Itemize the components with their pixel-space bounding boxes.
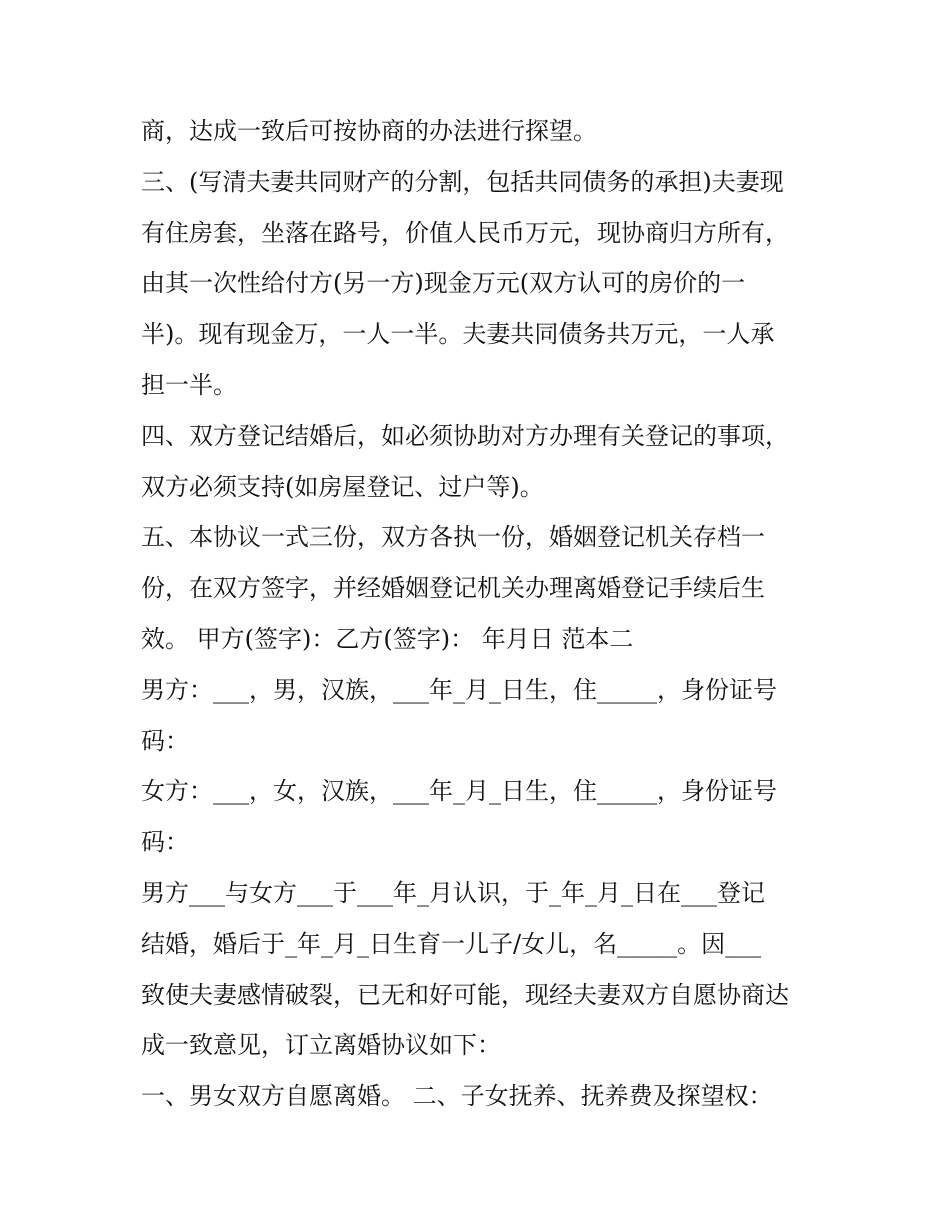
- text-line: 份，在双方签字，并经婚姻登记机关办理离婚登记手续后生: [141, 574, 765, 603]
- text-line: 担一半。: [141, 370, 237, 399]
- text-line: 码：: [141, 828, 189, 857]
- text-line: 成一致意见，订立离婚协议如下：: [141, 1031, 501, 1060]
- text-line: 双方必须支持(如房屋登记、过户等)。: [141, 472, 544, 501]
- text-line: 男方：___，男，汉族，___年_月_日生，住_____，身份证号: [141, 675, 777, 704]
- text-line: 码：: [141, 726, 189, 755]
- text-line: 四、双方登记结婚后，如必须协助对方办理有关登记的事项，: [141, 421, 789, 450]
- text-line: 男方___与女方___于___年_月认识，于_年_月_日在___登记: [141, 878, 765, 907]
- text-line: 商，达成一致后可按协商的办法进行探望。: [141, 117, 597, 145]
- text-line: 致使夫妻感情破裂，已无和好可能，现经夫妻双方自愿协商达: [141, 980, 789, 1009]
- text-line: 有住房套，坐落在路号，价值人民币万元，现协商归方所有，: [141, 218, 789, 247]
- text-line: 由其一次性给付方(另一方)现金万元(双方认可的房价的一: [141, 269, 746, 298]
- text-line: 五、本协议一式三份，双方各执一份，婚姻登记机关存档一: [141, 523, 765, 552]
- text-line: 半)。现有现金万，一人一半。夫妻共同债务共万元，一人承: [141, 320, 775, 349]
- text-line: 三、(写清夫妻共同财产的分割，包括共同债务的承担)夫妻现: [141, 167, 784, 196]
- text-line: 效。 甲方(签字)：乙方(签字)： 年月日 范本二: [141, 624, 634, 653]
- document-body: [141, 106, 841, 1122]
- text-line: 一、男女双方自愿离婚。 二、子女抚养、抚养费及探望权：: [141, 1082, 773, 1111]
- text-line: 结婚，婚后于_年_月_日生育一儿子/女儿，名_____。因___: [141, 929, 762, 958]
- text-line: 女方：___，女，汉族，___年_月_日生，住_____，身份证号: [141, 777, 777, 806]
